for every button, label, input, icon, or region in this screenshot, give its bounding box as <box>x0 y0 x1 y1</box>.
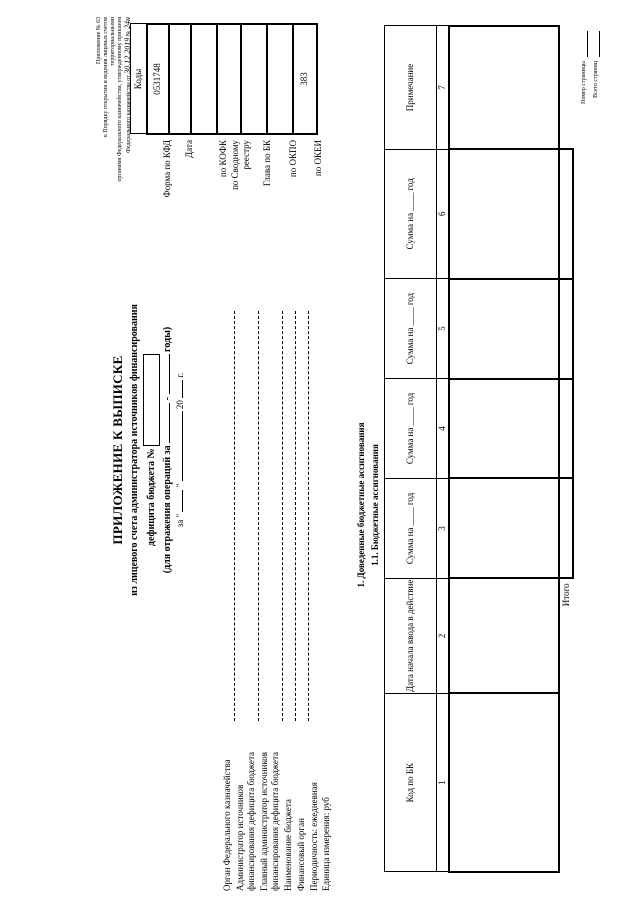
cell-date <box>449 578 559 693</box>
page-title: ПРИЛОЖЕНИЕ К ВЫПИСКЕ <box>110 355 125 545</box>
table-number-row <box>437 26 450 872</box>
codes-label-glava: Глава по БК <box>262 140 272 187</box>
total-label: Итого <box>561 583 571 607</box>
field-label-budget-name: Наименование бюджета <box>283 799 293 891</box>
title-date-mid: " <box>175 483 185 488</box>
title-date-suffix: г. <box>175 372 185 378</box>
page-footer <box>576 15 600 135</box>
codes-header: Коды <box>131 24 147 134</box>
codes-value-okpo <box>267 24 293 134</box>
col-number-4: 4 <box>437 379 450 479</box>
footer-total-pages-field <box>599 31 600 57</box>
header-note-date: 30.12.2019 <box>123 37 132 74</box>
codes-labels <box>156 140 200 220</box>
codes-value-date <box>169 24 191 134</box>
codes-table <box>130 23 318 135</box>
col-header-sum-1: Сумма на ____ год <box>385 478 437 578</box>
header-note-line2: к Порядку открытия и ведения лицевых счетов территориальными <box>103 17 116 138</box>
assignments-table <box>384 25 574 873</box>
header-note-line3: органами Федерального казначейства, утвержденному приказом <box>117 17 123 182</box>
field-label-admin-1: Администратор источников <box>235 784 245 891</box>
col-header-sum-4: Сумма на ____ год <box>385 149 437 279</box>
table-row <box>449 26 559 872</box>
col-header-sum-2: Сумма на ____ год <box>385 379 437 479</box>
cell-note <box>449 26 559 149</box>
total-sum-3 <box>559 279 573 379</box>
header-note-number-label: № <box>126 30 132 37</box>
col-number-6: 6 <box>437 149 450 279</box>
cell-sum-4 <box>449 149 559 279</box>
header-note-number: 24н <box>123 17 132 29</box>
codes-label-okei: по ОКЕИ <box>313 140 323 177</box>
table-header-row <box>385 26 437 872</box>
col-header-note: Примечание <box>385 26 437 149</box>
codes-value-kfd: 0531748 <box>147 24 169 134</box>
col-number-3: 3 <box>437 478 450 578</box>
header-note-line4: Федерального казначейства от <box>126 75 132 153</box>
total-sum-4 <box>559 149 573 279</box>
header-note-line1: Приложение № 63 <box>96 17 102 64</box>
codes-value-reestr <box>217 24 241 134</box>
title-period-right: годы) <box>162 326 173 352</box>
left-fields <box>222 291 333 891</box>
col-header-kbk: Код по БК <box>385 693 437 872</box>
col-number-1: 1 <box>437 693 450 872</box>
codes-value-kofk <box>191 24 217 134</box>
header-note <box>96 17 133 187</box>
field-label-periodicity: Периодичность: ежедневная <box>309 782 319 891</box>
cell-sum-3 <box>449 279 559 379</box>
footer-page-number-field <box>587 31 588 57</box>
title-date-year: 20 <box>175 400 185 410</box>
codes-value-okei: 383 <box>293 24 317 134</box>
title-period-left: (для отражения операций за <box>162 445 173 574</box>
title-block: ПРИЛОЖЕНИЕ К ВЫПИСКЕ из лицевого счета администратора источников финансирования дефицита бюджета № (для отражения операций за - годы) за " " 20 г. <box>110 225 186 675</box>
codes-label-kofk: по КОФК <box>218 140 228 178</box>
section-subtitle: 1.1. Бюджетные ассигнования <box>370 444 380 566</box>
codes-labels-lower <box>218 140 330 220</box>
section-title: 1. Доведенные бюджетные ассигнования <box>356 422 366 588</box>
table-total-row <box>559 26 573 872</box>
title-line3: дефицита бюджета № <box>145 448 157 547</box>
codes-label-kfd: Форма по КФД <box>162 140 172 198</box>
budget-number-box <box>143 354 160 446</box>
title-line2: из лицевого счета администратора источников финансирования <box>129 304 140 596</box>
total-sum-1 <box>559 478 573 578</box>
total-sum-2 <box>559 379 573 479</box>
title-date-line <box>175 225 186 675</box>
title-date-prefix: за " <box>175 513 185 528</box>
cell-kbk <box>449 693 559 872</box>
col-number-5: 5 <box>437 279 450 379</box>
footer-page-number-label: Номер страницы <box>581 61 587 104</box>
field-label-main-admin-2: финансирования дефицита бюджета <box>270 751 280 891</box>
col-number-7: 7 <box>437 26 450 149</box>
field-label-fin-organ: Финансовый орган <box>296 818 306 891</box>
codes-label-reestr: по Сводному реестру <box>230 140 251 190</box>
field-label-unit: Единица измерения: руб <box>321 797 331 891</box>
col-header-sum-3: Сумма на ____ год <box>385 279 437 379</box>
codes-value-glava <box>241 24 267 134</box>
codes-label-okpo: по ОКПО <box>288 140 298 178</box>
footer-total-pages-label: Всего страниц <box>593 61 599 98</box>
field-label-fk-organ: Орган Федерального казначейства <box>222 759 232 891</box>
col-header-date: Дата начала ввода в действие <box>385 578 437 693</box>
codes-label-date: Дата <box>184 140 194 158</box>
col-number-2: 2 <box>437 578 450 693</box>
cell-sum-1 <box>449 478 559 578</box>
cell-sum-2 <box>449 379 559 479</box>
field-label-main-admin-1: Главный администратор источников <box>259 752 269 891</box>
field-label-admin-2: финансирования дефицита бюджета <box>246 751 256 891</box>
